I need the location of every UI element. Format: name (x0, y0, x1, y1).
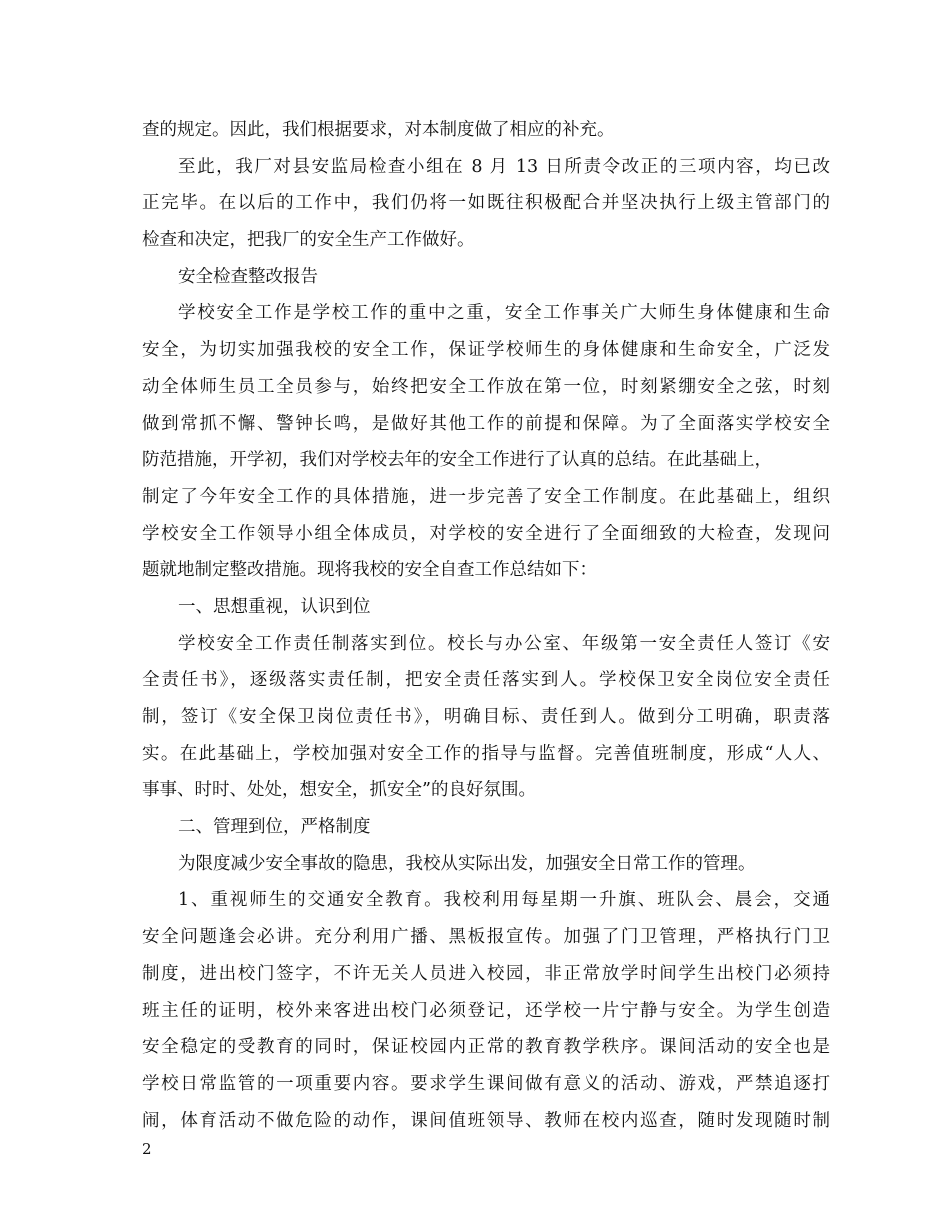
text-line: 安全，为切实加强我校的安全工作，保证学校师生的身体健康和生命安全，广泛发 (142, 340, 830, 361)
text-line: 制，签订《安全保卫岗位责任书》，明确目标、责任到人。做到分工明确，职责落 (142, 707, 830, 727)
text-line: 安全稳定的受教育的同时，保证校园内正常的教育教学秩序。课间活动的安全也是 (142, 1037, 830, 1058)
text-line: 实。在此基础上，学校加强对安全工作的指导与监督。完善值班制度，形成“人人、 (142, 743, 830, 764)
text-line: 题就地制定整改措施。现将我校的安全自查工作总结如下： (142, 560, 597, 581)
text-line: 正完毕。在以后的工作中，我们仍将一如既往积极配合并坚决执行上级主管部门的 (142, 193, 830, 214)
text-line: 1、重视师生的交通安全教育。我校利用每星期一升旗、班队会、晨会，交通 (178, 890, 830, 911)
text-line: 全责任书》，逐级落实责任制，把安全责任落实到人。学校保卫安全岗位安全责任 (142, 670, 830, 691)
text-line: 动全体师生员工全员参与，始终把安全工作放在第一位，时刻紧绷安全之弦，时刻 (142, 376, 830, 397)
text-line: 一、思想重视，认识到位 (178, 596, 371, 617)
text-line: 安全检查整改报告 (178, 266, 318, 287)
text-line: 班主任的证明，校外来客进出校门必须登记，还学校一片宁静与安全。为学生创造 (142, 1000, 830, 1021)
text-line: 安全问题逢会必讲。充分利用广播、黑板报宣传。加强了门卫管理，严格执行门卫 (142, 927, 830, 948)
text-line: 查的规定。因此，我们根据要求，对本制度做了相应的补充。 (142, 120, 615, 140)
text-line: 防范措施，开学初，我们对学校去年的安全工作进行了认真的总结。在此基础上， (142, 450, 772, 471)
text-line: 做到常抓不懈、警钟长鸣，是做好其他工作的前提和保障。为了全面落实学校安全 (142, 413, 830, 434)
body-text (142, 112, 830, 1139)
text-line: 闹，体育活动不做危险的动作，课间值班领导、教师在校内巡查，随时发现随时制 (142, 1110, 830, 1131)
text-line: 检查和决定，把我厂的安全生产工作做好。 (142, 230, 475, 251)
text-line: 制定了今年安全工作的具体措施，进一步完善了安全工作制度。在此基础上，组织 (142, 486, 830, 507)
text-line: 学校安全工作领导小组全体成员，对学校的安全进行了全面细致的大检查，发现问 (142, 523, 830, 544)
text-line: 学校安全工作是学校工作的重中之重，安全工作事关广大师生身体健康和生命 (178, 303, 830, 324)
text-line: 制度，进出校门签字，不许无关人员进入校园，非正常放学时间学生出校门必须持 (142, 963, 830, 984)
text-line: 学校日常监管的一项重要内容。要求学生课间做有意义的活动、游戏，严禁追逐打 (142, 1073, 830, 1094)
text-line: 事事、时时、处处，想安全，抓安全”的良好氛围。 (142, 780, 536, 801)
page-number: 2 (142, 1140, 152, 1158)
text-line: 为限度减少安全事故的隐患，我校从实际出发，加强安全日常工作的管理。 (178, 853, 756, 874)
text-line: 二、管理到位，严格制度 (178, 817, 371, 838)
text-line: 至此，我厂对县安监局检查小组在 8 月 13 日所责令改正的三项内容，均已改 (178, 156, 830, 177)
text-line: 学校安全工作责任制落实到位。校长与办公室、年级第一安全责任人签订《安 (178, 633, 830, 654)
